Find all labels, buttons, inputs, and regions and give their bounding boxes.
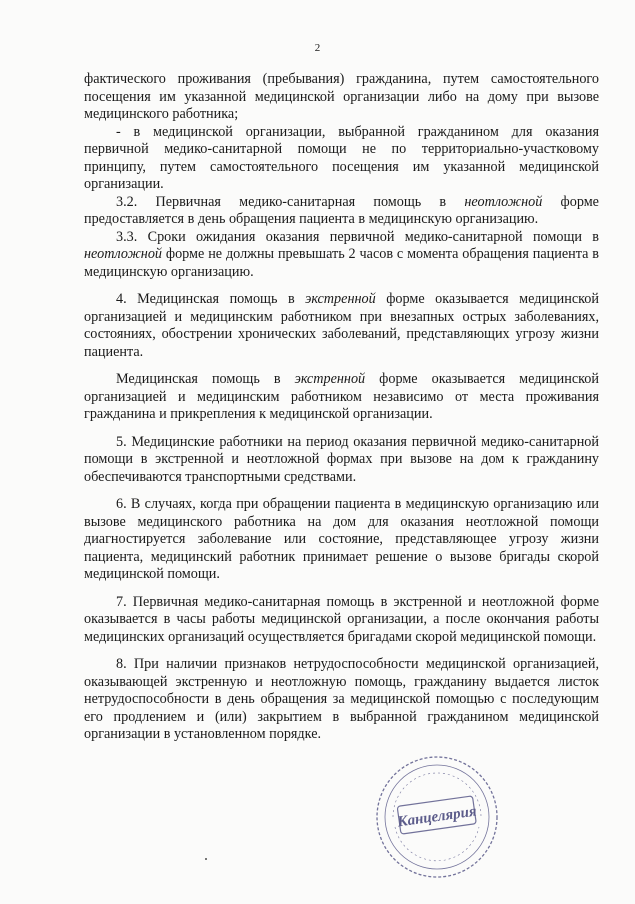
text-run: форме оказывается медицинской организацией и медицинским работником независимо от места проживания гражданина и прикрепления к медицинской организации. [84, 371, 599, 422]
paragraph-p8 [84, 496, 599, 584]
text-run: 7. Первичная медико-санитарная помощь в экстренной и неотложной форме оказывается в часы работы медицинской организации, а после окончания работы медицинских организаций осуществляется бригадами скорой медицинской помощи. [84, 593, 599, 645]
emphasized-term: экстренной [294, 371, 366, 387]
emphasized-term: экстренной [305, 291, 376, 307]
text-run: 6. В случаях, когда при обращении пациента в медицинскую организацию или вызове медицинского работника на дом для оказания неотложной помощи диагностируется заболевание или состояние, представляющее угрозу жизни пациента, медицинский работник принимает решение о вызове бригады скорой медицинской помощи. [84, 496, 599, 582]
paragraph-p2 [84, 124, 599, 194]
document-body [84, 71, 599, 744]
emphasized-term: неотложной [84, 246, 163, 262]
text-run: фактического проживания (пребывания) гражданина, путем самостоятельного посещения им указанной медицинской организации либо на дому при вызове медицинского работника; [84, 71, 599, 122]
text-run: 3.2. Первичная медико-санитарная помощь в [116, 193, 465, 210]
text-run: 3.3. Сроки ожидания оказания первичной медико-санитарной помощи в [116, 228, 599, 245]
text-run: форме не должны превышать 2 часов с момента обращения пациента в медицинскую организацию. [84, 246, 599, 280]
paragraph-p9 [84, 594, 599, 647]
text-run: форме оказывается медицинской организацией и медицинским работником при внезапных острых заболеваниях, состояниях, обострении хронических заболеваний, представляющих угрозу жизни пациента. [84, 291, 599, 360]
page-number: 2 [314, 42, 321, 54]
text-run: 4. Медицинская помощь в [116, 291, 306, 307]
text-run: форме предоставляется в день обращения пациента в медицинскую организацию. [84, 193, 599, 227]
paragraph-p5 [84, 291, 599, 361]
paragraph-p10 [84, 656, 599, 744]
text-run: Медицинская помощь в [116, 371, 295, 387]
paragraph-p4 [84, 229, 599, 282]
emphasized-term: неотложной [464, 193, 543, 210]
paragraph-p1 [84, 71, 599, 124]
scan-speck [205, 858, 207, 860]
text-run: 8. При наличии признаков нетрудоспособности медицинской организацией, оказывающей экстренную и неотложную помощь, гражданину выдается листок нетрудоспособности в день обращения за медицинской помощью с последующим его продлением и (или) закрытием в выбранной гражданином медицинской организации в установленном порядке. [84, 656, 599, 742]
stamp-label: Канцелярия [396, 803, 478, 831]
paragraph-p7 [84, 434, 599, 487]
paragraph-p3 [84, 194, 599, 229]
text-run: 5. Медицинские работники на период оказания первичной медико-санитарной помощи в экстренной и неотложной формах при вызове на дом к гражданину обеспечиваются транспортными средствами. [84, 433, 599, 485]
paragraph-p6 [84, 371, 599, 424]
text-run: - в медицинской организации, выбранной гражданином для оказания первичной медико-санитарной помощи не по территориально-участковому принципу, путем самостоятельного посещения им указанной медицинской организации. [84, 123, 599, 192]
office-stamp [373, 753, 501, 881]
